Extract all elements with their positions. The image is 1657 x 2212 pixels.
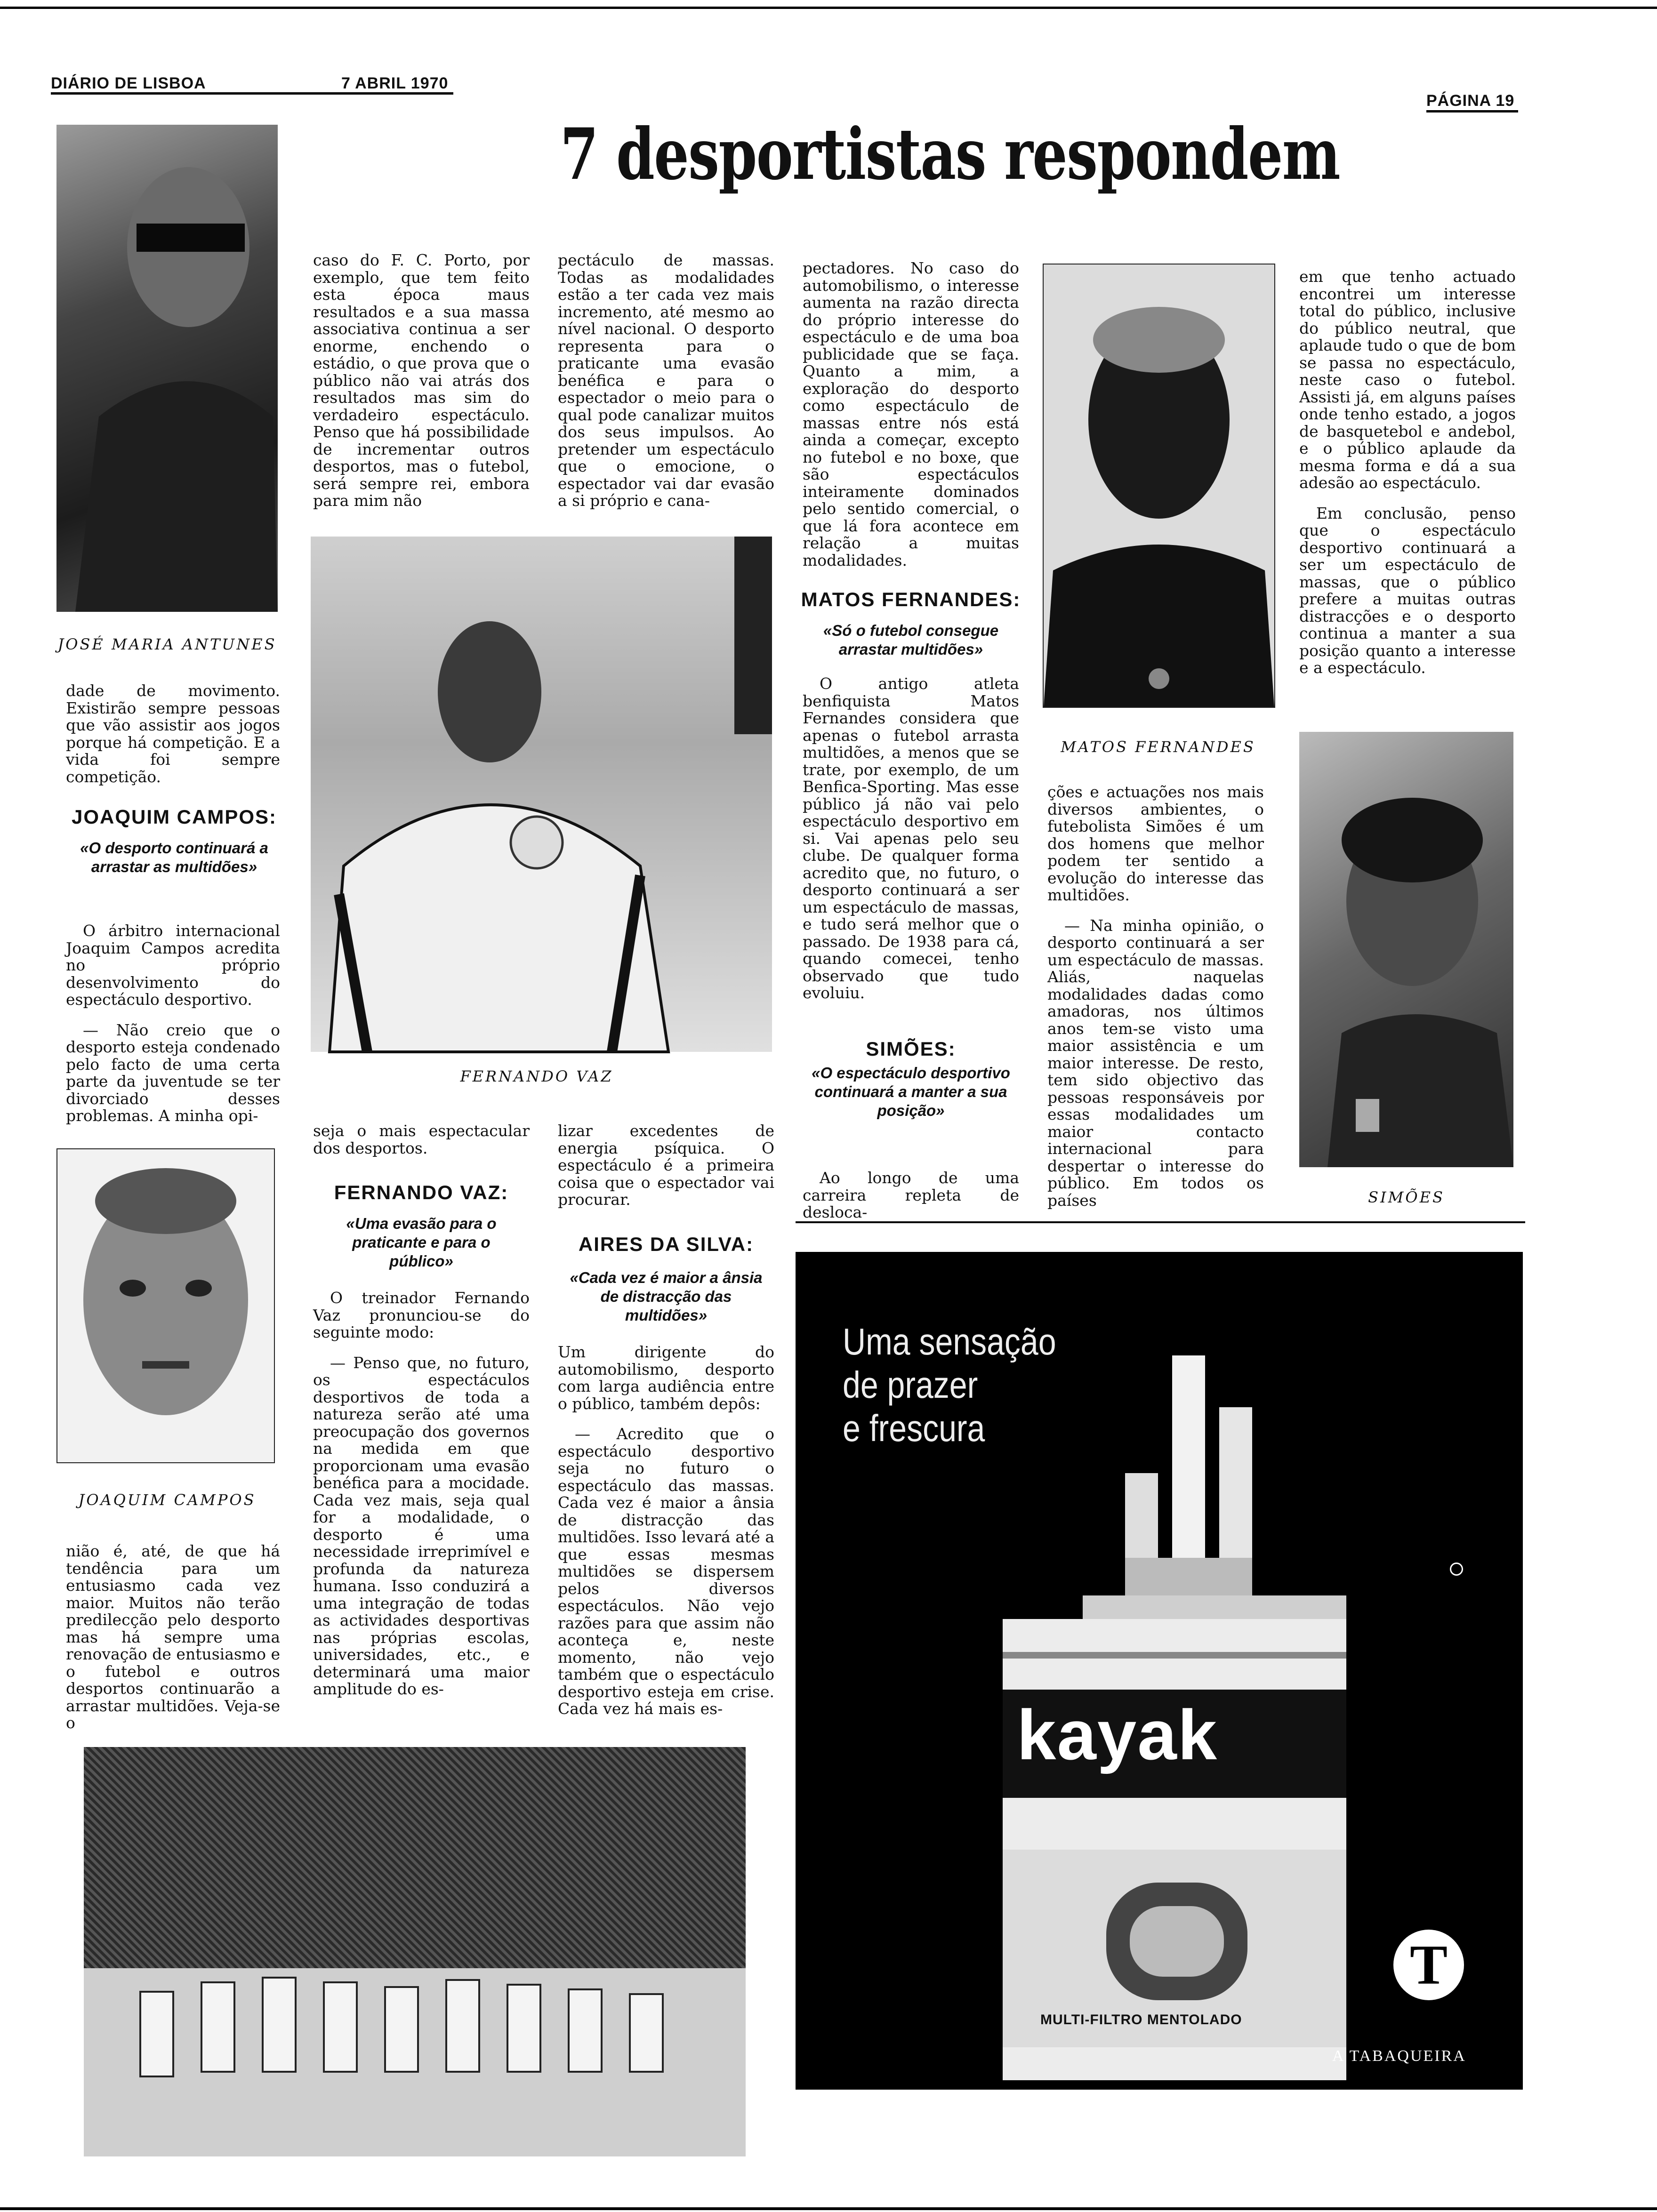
col1-text-b (66, 1542, 280, 1732)
col1-paragraph: nião é, até, de que há tendência para um entusiasmo cada vez maior. Muitos não terão predilecção pelo desporto mas há sempre uma renovação de entusiasmo e o futebol e outros desportos continuarão a arrastar multidões. Veja-se o (66, 1542, 280, 1732)
page-number: PÁGINA 19 (1426, 92, 1515, 110)
portrait-figure-icon (1299, 732, 1513, 1167)
subheading-silva: «Cada vez é maior a ânsia de distracção das multidões» (570, 1269, 763, 1324)
heading-joaquim-campos: JOAQUIM CAMPOS: (71, 806, 277, 828)
col5-body (1047, 783, 1264, 1210)
portrait-figure-icon (57, 1149, 274, 1462)
subheading-fernandes: «Só o futebol consegue arrastar multidões» (823, 622, 999, 658)
col1-text-a (66, 682, 280, 791)
col4-body-2 (803, 1169, 1019, 1221)
section-divider (796, 1221, 1525, 1223)
col4-paragraph-1: O antigo atleta benfiquista Matos Fernandes considera que apenas o futebol arrasta multidões, a menos que se trate, por exemplo, de um Benfica-Sporting. Mas esse público já não vai pelo espectáculo desportivo em si. Vai apenas pelo seu clube. De qualquer forma acredito que, no futuro, o desporto continuará a ser um espectáculo de massas, e tudo será melhor que o passado. De 1938 para cá, quando comecei, tenho observado que tudo evoluiu. (803, 674, 1019, 1002)
issue-date: 7 ABRIL 1970 (341, 74, 449, 92)
paper-name: DIÁRIO DE LISBOA (51, 74, 206, 92)
heading-aires-da-silva: AIRES DA SILVA: (578, 1233, 754, 1255)
col4-paragraph: pectadores. No caso do automobilismo, o interesse aumenta na razão directa do próprio interesse do espectáculo e de uma boa publicidade que se faça. Quanto a mim, a exploração do desporto como espectáculo de massas entre nós está ainda a começar, excepto no futebol e no boxe, que são espectáculos inteiramente dominados pelo sentido comercial, o que lá fora acontece em relação a muitas modalidades. (803, 259, 1019, 569)
col2-text-a (313, 252, 530, 508)
col3-body (558, 1344, 774, 1720)
crowd-figures-icon (84, 1747, 746, 2156)
advertisement-kayak (796, 1252, 1523, 2090)
col3-paragraph-1: Um dirigente do automobilismo, desporto com larga audiência entre o público, também depôs: (558, 1343, 774, 1413)
col1-paragraph-1: O árbitro internacional Joaquim Campos acredita no próprio desenvolvimento do espectáculo desportivo. (66, 922, 280, 1009)
caption-simoes: SIMÕES (1368, 1188, 1445, 1206)
col4-text-a (803, 260, 1019, 568)
col3-paragraph-2: — Acredito que o espectáculo desportivo seja no futuro o espectáculo das massas. Cada vez é maior a ânsia de distracção das multidões. Isso levará até a que essas mesmas multidões se dispersem pelos diversos espectáculos. Não vejo razões para que assim não aconteça e, neste momento, não vejo também que o espectáculo desportivo esteja em crise. Cada vez há mais es- (558, 1425, 774, 1718)
page-number-rule (1426, 110, 1518, 112)
col5-paragraph-2: — Na minha opinião, o desporto continuará a ser um espectáculo de massas. Aliás, naquelas modalidades dadas como amadoras, nos últimos anos tem-se visto uma maior assistência e um maior interesse. De resto, tem sido objectivo das pessoas responsáveis por essas modalidades um maior contacto internacional para despertar o interesse do público. Em todos os países (1047, 916, 1264, 1210)
caption-fernandes: MATOS FERNANDES (1061, 738, 1255, 756)
caption-vaz: FERNANDO VAZ (460, 1067, 613, 1085)
col3-text-b (558, 1122, 774, 1212)
portrait-figure-icon (311, 537, 772, 1052)
ad-tagline-line-1: Uma sensação (843, 1321, 1056, 1362)
top-rule (0, 7, 1657, 9)
col1-paragraph-2: — Não creio que o desporto esteja condenado pelo facto de uma certa parte da juventude se ter divorciado desses problemas. A minha opi- (66, 1020, 280, 1125)
ad-filter-label: MULTI-FILTRO MENTOLADO (1040, 2012, 1242, 2028)
portrait-figure-icon (56, 125, 278, 612)
col2-text-b (313, 1122, 530, 1160)
caption-antunes: JOSÉ MARIA ANTUNES (57, 635, 277, 653)
ad-tagline-line-2: de prazer (843, 1364, 978, 1406)
col2-paragraph: caso do F. C. Porto, por exemplo, que tem feito esta época maus resultados e a sua massa associativa continua a ser enorme, enchendo o estádio, o que prova que o público não vai atrás dos resultados mas sim do verdadeiro espectáculo. Penso que há possibilidade de incrementar outros desportos, mas o futebol, será sempre rei, embora para mim não (313, 251, 530, 510)
subheading-simoes: «O espectáculo desportivo continuará a manter a sua posição» (812, 1064, 1010, 1119)
heading-simoes: SIMÕES: (866, 1038, 956, 1060)
col2-body (313, 1290, 530, 1720)
subheading-vaz: «Uma evasão para o praticante e para o público» (346, 1215, 497, 1270)
col3-paragraph: pectáculo de massas. Todas as modalidades estão a ter cada vez mais incremento, até mesmo ao nível nacional. O desporto representa para o praticante uma evasão benéfica e para o espectador o meio para o qual pode canalizar muitos dos seus impulsos. Ao pretender um espectáculo que o emocione, o espectador vai dar evasão a si próprio e cana- (558, 251, 774, 510)
photo-parade-crowd (84, 1747, 746, 2156)
ad-registered-mark-icon (1450, 1563, 1463, 1576)
heading-matos-fernandes: MATOS FERNANDES: (801, 588, 1021, 610)
col2-paragraph-1: O treinador Fernando Vaz pronunciou-se do seguinte modo: (313, 1289, 530, 1341)
photo-matos-fernandes (1043, 264, 1275, 708)
col4-paragraph-2: Ao longo de uma carreira repleta de desloca- (803, 1169, 1019, 1221)
logo-letter: T (1409, 1933, 1448, 1996)
col5-paragraph-1: ções e actuações nos mais diversos ambientes, o futebolista Simões é um dos homens que melhor podem ter sentido a evolução do interesse das multidões. (1047, 783, 1264, 904)
col1-body (66, 922, 280, 1130)
bottom-rule (0, 2207, 1657, 2210)
caption-campos: JOAQUIM CAMPOS (78, 1491, 256, 1509)
col6-body (1299, 268, 1516, 720)
ad-brand: kayak (1017, 1695, 1218, 1774)
col6-paragraph-1: em que tenho actuado encontrei um interesse total do público, inclusive do público neutral, que aplaude tudo o que de bom se passa no espectáculo, neste caso o futebol. Assisti já, em alguns países onde tenho estado, a jogos de basquetebol e andebol, e o público aplaude da mesma forma e dá a sua adesão ao espectáculo. (1299, 267, 1516, 492)
heading-fernando-vaz: FERNANDO VAZ: (334, 1181, 509, 1203)
photo-jose-maria-antunes (56, 125, 278, 612)
masthead-rule (51, 92, 453, 95)
ad-tagline-line-3: e frescura (843, 1407, 985, 1449)
col4-body (803, 675, 1019, 1026)
ad-maker: A TABAQUEIRA (1332, 2047, 1466, 2065)
col1-paragraph: dade de movimento. Existirão sempre pessoas que vão assistir aos jogos porque há competição. E a vida foi sempre competição. (66, 681, 280, 786)
col3-text-a (558, 252, 774, 508)
photo-joaquim-campos (56, 1148, 275, 1463)
headline: 7 desportistas respondem (560, 113, 1340, 196)
col6-paragraph-2: Em conclusão, penso que o espectáculo desportivo continuará a ser um espectáculo de massas, que o público prefere a muitas outras distracções e o desporto continua a manter a sua posição quanto a interesse e a espectáculo. (1299, 504, 1516, 677)
subheading-campos: «O desporto continuará a arrastar as multidões» (80, 839, 268, 875)
tabaqueira-logo-icon (1393, 1930, 1464, 2000)
photo-fernando-vaz (311, 537, 772, 1052)
portrait-figure-icon (1044, 264, 1274, 707)
col2-paragraph: seja o mais espectacular dos desportos. (313, 1122, 530, 1157)
photo-simoes (1299, 732, 1513, 1167)
col3-paragraph: lizar excedentes de energia psíquica. O espectáculo é a primeira coisa que o espectador vai procurar. (558, 1122, 774, 1209)
col2-paragraph-2: — Penso que, no futuro, os espectáculos desportivos de toda a natureza serão até uma preocupação dos governos na medida em que proporcionam uma evasão benéfica para a mocidade. Cada vez mais, seja qual for a modalidade, o desporto é uma necessidade irreprimível e profunda da natureza humana. Isso conduzirá a uma integração de todas as actividades desportivas nas próprias escolas, universidades, etc., e determinará uma maior amplitude do es- (313, 1353, 530, 1698)
